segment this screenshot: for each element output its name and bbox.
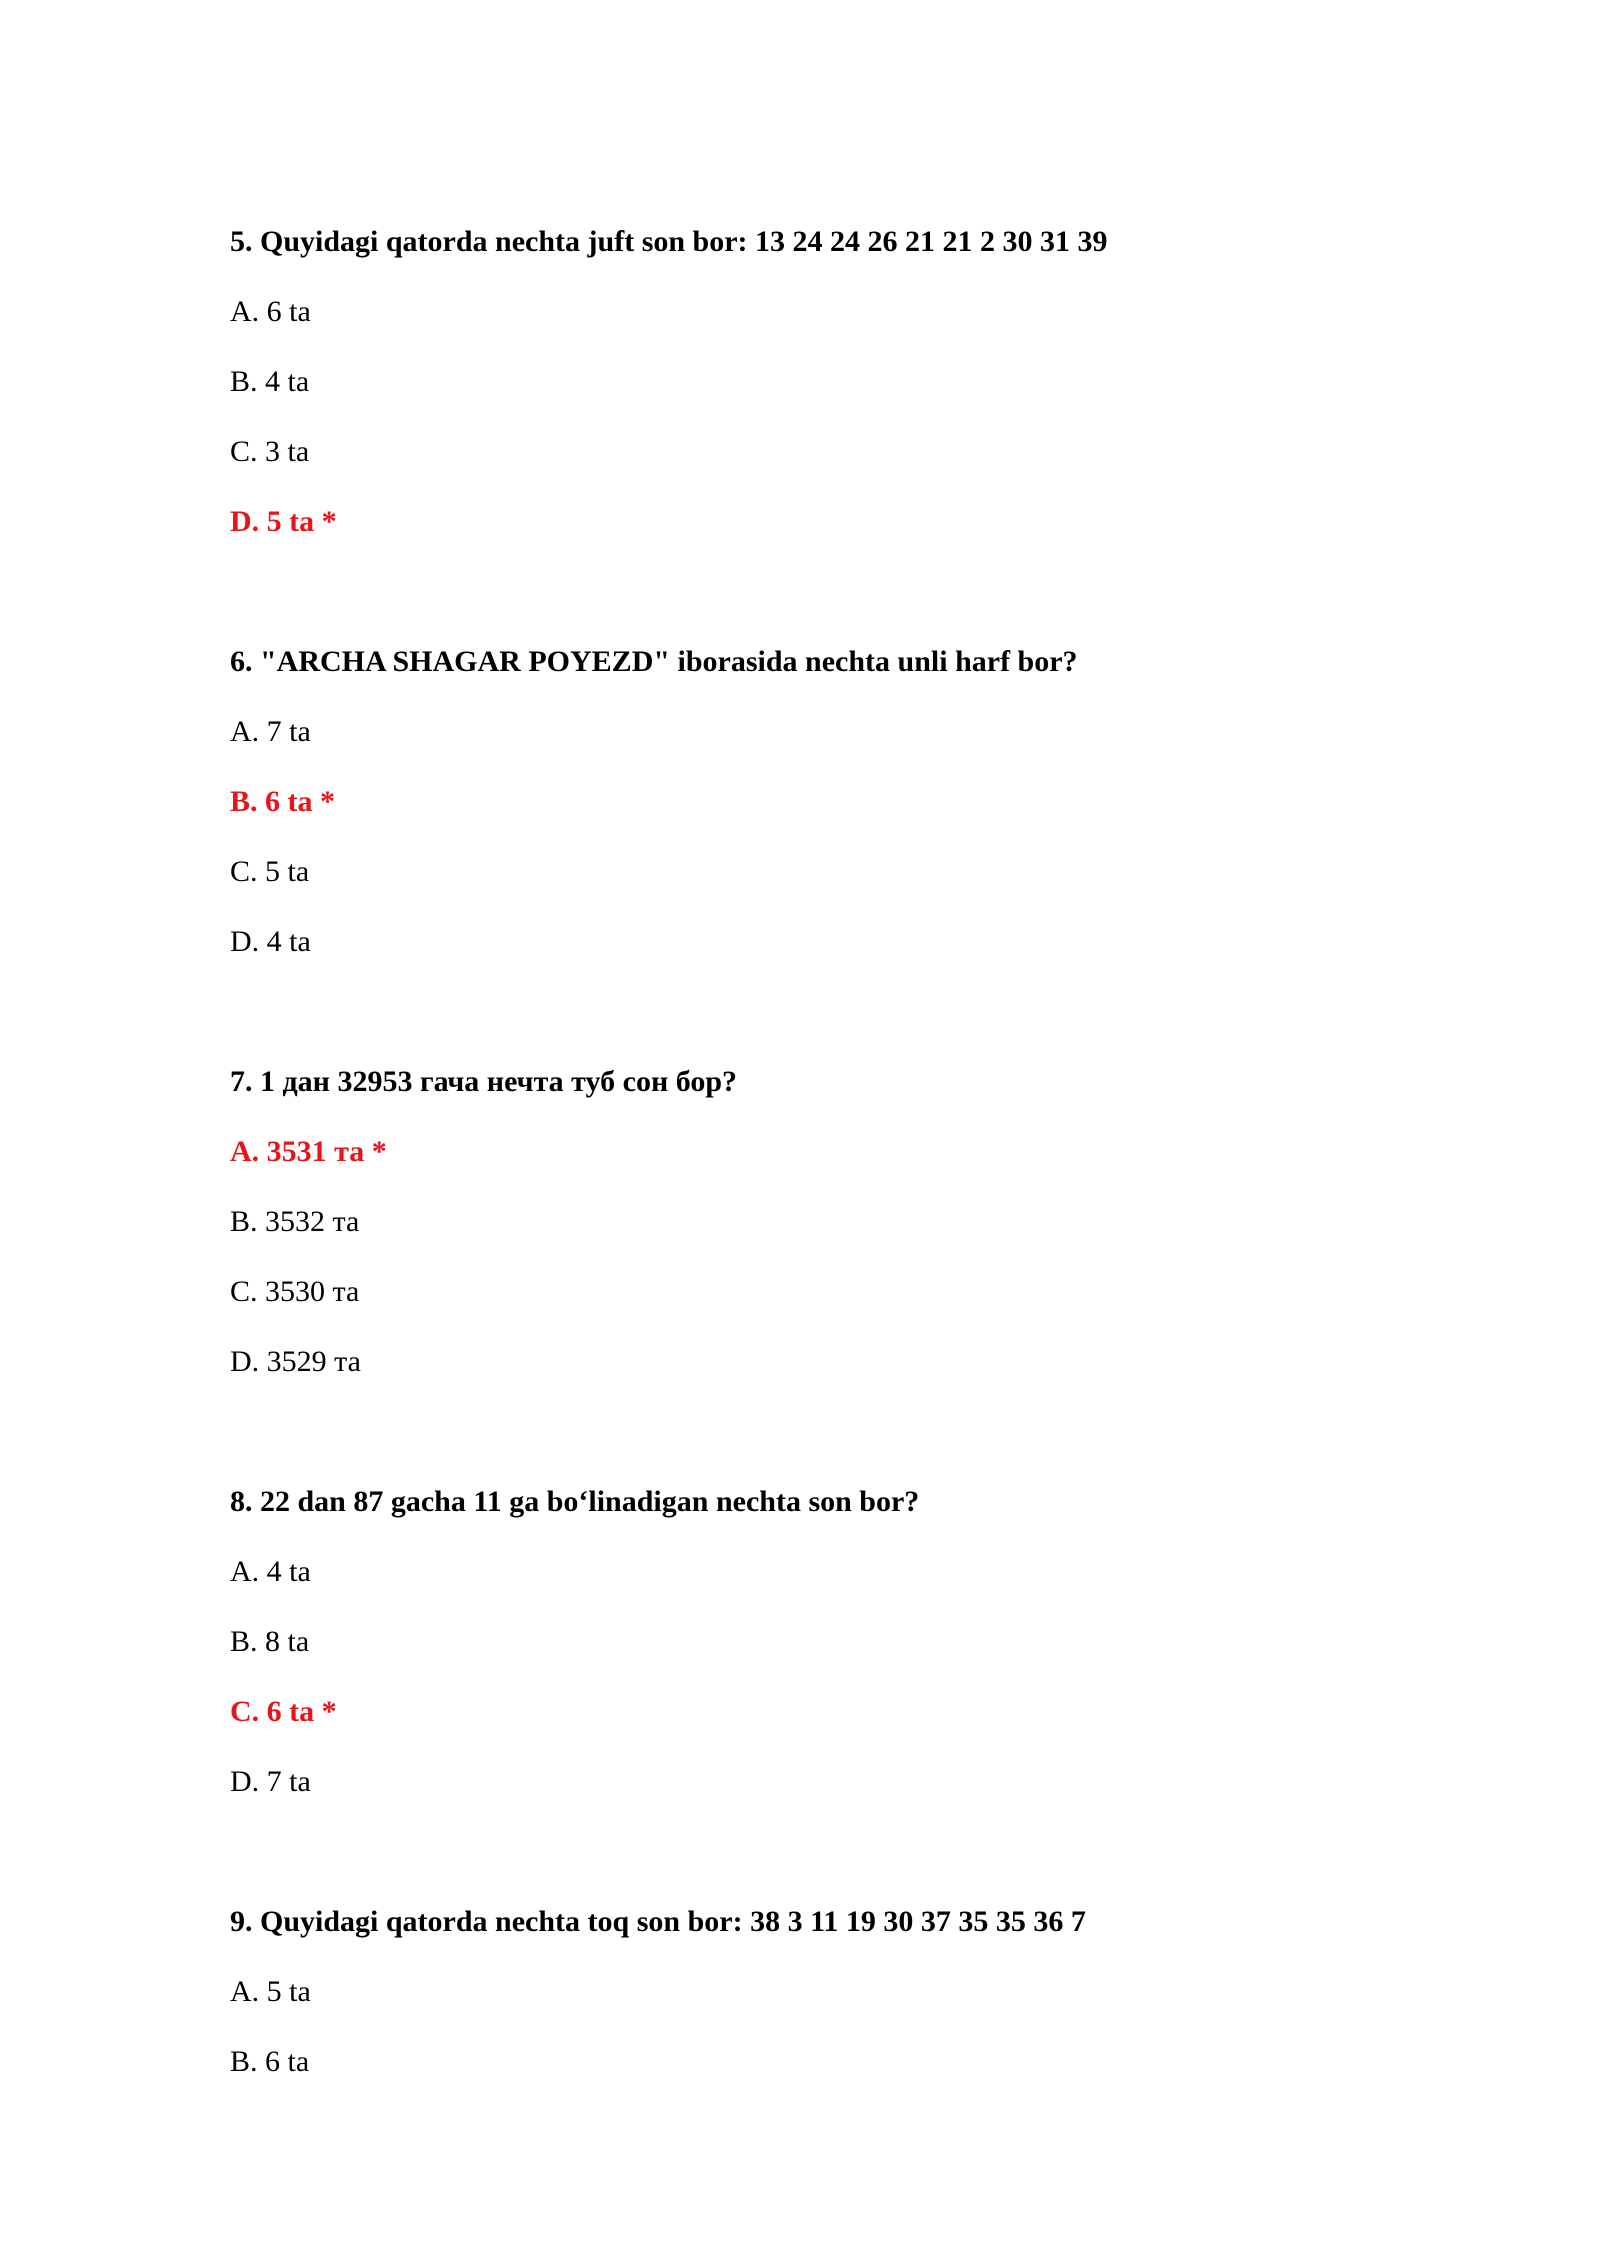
option-a: A. 4 ta	[230, 1555, 311, 1588]
question-text: 8. 22 dan 87 gacha 11 ga bo‘linadigan nechta son bor?	[230, 1485, 920, 1518]
question-9	[230, 1902, 1480, 2082]
option-b: B. 6 ta	[230, 2045, 310, 2078]
question-6	[230, 642, 1480, 962]
option-c-correct: C. 6 ta *	[230, 1695, 337, 1728]
option-c: C. 5 ta	[230, 855, 310, 888]
option-d: D. 7 ta	[230, 1765, 311, 1798]
question-8	[230, 1482, 1480, 1802]
option-c: C. 3 ta	[230, 435, 310, 468]
question-5	[230, 222, 1480, 542]
question-7	[230, 1062, 1480, 1382]
question-text: 5. Quyidagi qatorda nechta juft son bor: 13 24 24 26 21 21 2 30 31 39	[230, 225, 1108, 258]
question-text: 9. Quyidagi qatorda nechta toq son bor: 38 3 11 19 30 37 35 35 36 7	[230, 1905, 1086, 1938]
option-b: B. 3532 та	[230, 1205, 360, 1238]
option-d: D. 4 ta	[230, 925, 311, 958]
option-d-correct: D. 5 ta *	[230, 505, 337, 538]
option-a: A. 6 ta	[230, 295, 311, 328]
option-a: A. 5 ta	[230, 1975, 311, 2008]
option-d: D. 3529 та	[230, 1345, 361, 1378]
question-text: 7. 1 дан 32953 гача нечта туб сон бор?	[230, 1065, 738, 1098]
option-a-correct: A. 3531 та *	[230, 1135, 387, 1168]
option-b-correct: B. 6 ta *	[230, 785, 335, 818]
option-c: C. 3530 та	[230, 1275, 360, 1308]
option-a: A. 7 ta	[230, 715, 311, 748]
question-text: 6. "ARCHA SHAGAR POYEZD" iborasida nechta unli harf bor?	[230, 645, 1078, 678]
option-b: B. 8 ta	[230, 1625, 310, 1658]
option-b: B. 4 ta	[230, 365, 310, 398]
